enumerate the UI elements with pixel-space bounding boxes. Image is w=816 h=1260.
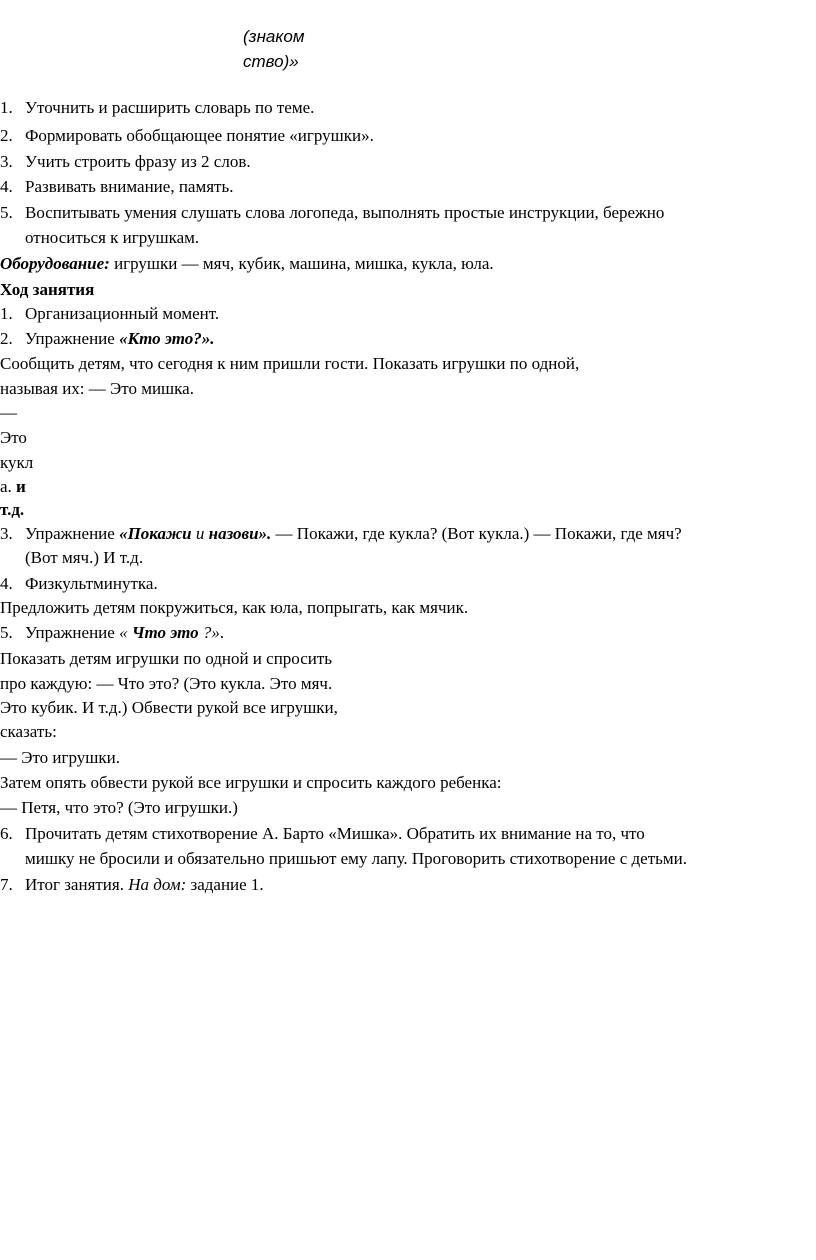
list-text: Физкультминутка. — [25, 574, 158, 593]
title-fragment-line2: ство)» — [243, 52, 299, 71]
list-number: 5. — [0, 623, 13, 642]
list-number: 3. — [0, 152, 13, 171]
list-text: Формировать обобщающее понятие «игрушки». — [25, 126, 374, 145]
list-text: Прочитать детям стихотворение А. Барто «Мишка». Обратить их внимание на то, что — [25, 824, 645, 843]
paragraph-line: Показать детям игрушки по одной и спросить — [0, 649, 333, 668]
list-text: Организационный момент. — [25, 304, 220, 323]
paragraph-line: — Это игрушки. — [0, 748, 120, 767]
exercise-name: «Кто это?». — [119, 329, 215, 348]
list-text-continuation: относиться к игрушкам. — [25, 228, 200, 247]
list-text: Развивать внимание, память. — [25, 177, 234, 196]
list-text: Уточнить и расширить словарь по теме. — [25, 98, 315, 117]
paragraph-line: Сообщить детям, что сегодня к ним пришли гости. Показать игрушки по одной, — [0, 354, 580, 373]
list-number: 4. — [0, 574, 13, 593]
exercise-text: — Покажи, где кукла? (Вот кукла.) — Покажи, где мяч? — [271, 524, 682, 543]
paragraph-line: Это кубик. И т.д.) Обвести рукой все игрушки, — [0, 698, 338, 717]
list-number: 2. — [0, 126, 13, 145]
list-text-continuation: мишку не бросили и обязательно пришьют ему лапу. Проговорить стихотворение с детьми. — [25, 849, 687, 868]
paragraph-line: Это — [0, 428, 27, 447]
list-number: 2. — [0, 329, 13, 348]
list-number: 1. — [0, 304, 13, 323]
list-text: Учить строить фразу из 2 слов. — [25, 152, 251, 171]
list-text: Итог занятия. — [25, 875, 129, 894]
paragraph-line: про каждую: — Что это? (Это кукла. Это мяч. — [0, 674, 333, 693]
paragraph-line: т.д. — [0, 500, 25, 519]
paragraph-line: сказать: — [0, 722, 57, 741]
paragraph-line: а. и — [0, 477, 26, 496]
list-number: 4. — [0, 177, 13, 196]
list-text: Воспитывать умения слушать слова логопеда, выполнять простые инструкции, бережно — [25, 203, 665, 222]
exercise-name: Что это — [131, 623, 199, 642]
exercise-prefix: Упражнение — [25, 524, 120, 543]
title-fragment-line1: (знаком — [243, 27, 305, 46]
list-number: 6. — [0, 824, 13, 843]
paragraph-line: — Петя, что это? (Это игрушки.) — [0, 798, 238, 817]
exercise-prefix: Упражнение — [25, 329, 120, 348]
equipment-label: Оборудование: — [0, 254, 110, 273]
dash-line: — — [0, 403, 17, 422]
list-number: 1. — [0, 98, 13, 117]
exercise-prefix: Упражнение — [25, 623, 120, 642]
list-number: 7. — [0, 875, 13, 894]
exercise-name: «Покажи — [119, 524, 192, 543]
homework-text: задание 1. — [186, 875, 264, 894]
lesson-heading: Ход занятия — [0, 280, 95, 299]
equipment-line — [0, 254, 494, 274]
list-text-continuation: (Вот мяч.) И т.д. — [25, 548, 144, 567]
paragraph-line: Предложить детям покружиться, как юла, попрыгать, как мячик. — [0, 598, 469, 617]
paragraph-line: называя их: — Это мишка. — [0, 379, 194, 398]
homework-label: На дом: — [128, 875, 187, 894]
list-number: 5. — [0, 203, 13, 222]
equipment-text: игрушки — мяч, кубик, машина, мишка, кукла, юла. — [109, 254, 494, 273]
paragraph-line: кукл — [0, 453, 34, 472]
paragraph-line: Затем опять обвести рукой все игрушки и спросить каждого ребенка: — [0, 773, 502, 792]
list-number: 3. — [0, 524, 13, 543]
